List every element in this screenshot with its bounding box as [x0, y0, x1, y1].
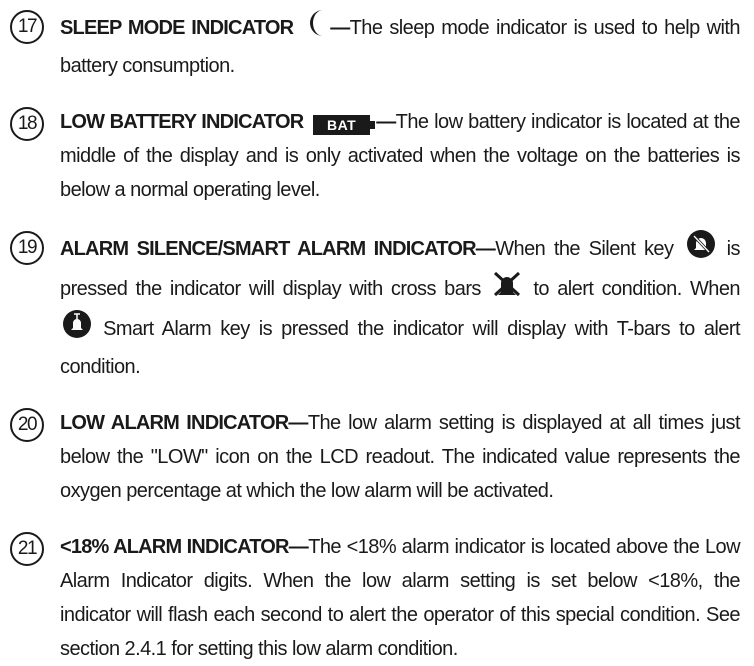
item-title: LOW BATTERY INDICATOR [60, 111, 304, 133]
item-description: The low alarm setting is displayed at all times just below the "LOW" icon on the LCD readout. The indicated value represents the oxygen percentage at which the low alarm will be activated. [60, 412, 740, 502]
smart-alarm-key-icon [62, 309, 92, 350]
item-description-part: Smart Alarm key is pressed the indicator will display with T-bars to alert condition. [60, 317, 740, 378]
title-dash: — [475, 237, 496, 260]
item-number-badge: 21 [10, 532, 44, 566]
item-description: The sleep mode indicator is used to help with battery consumption. [60, 16, 740, 77]
item-19-alarm-silence [10, 229, 740, 384]
crescent-moon-icon [308, 8, 326, 49]
item-title: SLEEP MODE INDICATOR [60, 16, 294, 39]
item-description: The low battery indicator is located at the middle of the display and is only activated when the voltage on the batteries is below a normal operating level. [60, 111, 740, 201]
item-title: LOW ALARM INDICATOR [60, 412, 289, 434]
title-dash: — [376, 111, 396, 133]
title-dash: — [288, 536, 309, 558]
item-17-sleep-mode [10, 8, 740, 83]
item-number-badge: 18 [10, 107, 44, 141]
item-description-part: to alert condition. When [533, 277, 740, 300]
item-description-part: is pressed the indicator will display with cross bars [60, 237, 740, 300]
item-title: <18% ALARM INDICATOR [60, 536, 289, 558]
crossed-bell-icon [491, 270, 523, 309]
title-dash: — [288, 412, 308, 434]
item-number-badge: 17 [10, 10, 44, 44]
item-title: ALARM SILENCE/SMART ALARM INDICATOR [60, 237, 476, 260]
battery-badge-icon: BAT [313, 115, 370, 135]
item-number-badge: 20 [10, 408, 44, 442]
item-20-low-alarm [10, 406, 740, 508]
item-number-badge: 19 [10, 231, 44, 265]
silent-key-icon [686, 229, 716, 270]
title-dash: — [330, 16, 350, 39]
item-18-low-battery [10, 105, 740, 207]
item-description-part: When the Silent key [495, 237, 674, 260]
item-21-18pct-alarm [10, 530, 740, 666]
item-description: The <18% alarm indicator is located above the Low Alarm Indicator digits. When the low alarm setting is set below <18%, the indicator will flash each second to alert the operator of this special condition. See section 2.4.1 for setting this low alarm condition. [60, 536, 741, 660]
